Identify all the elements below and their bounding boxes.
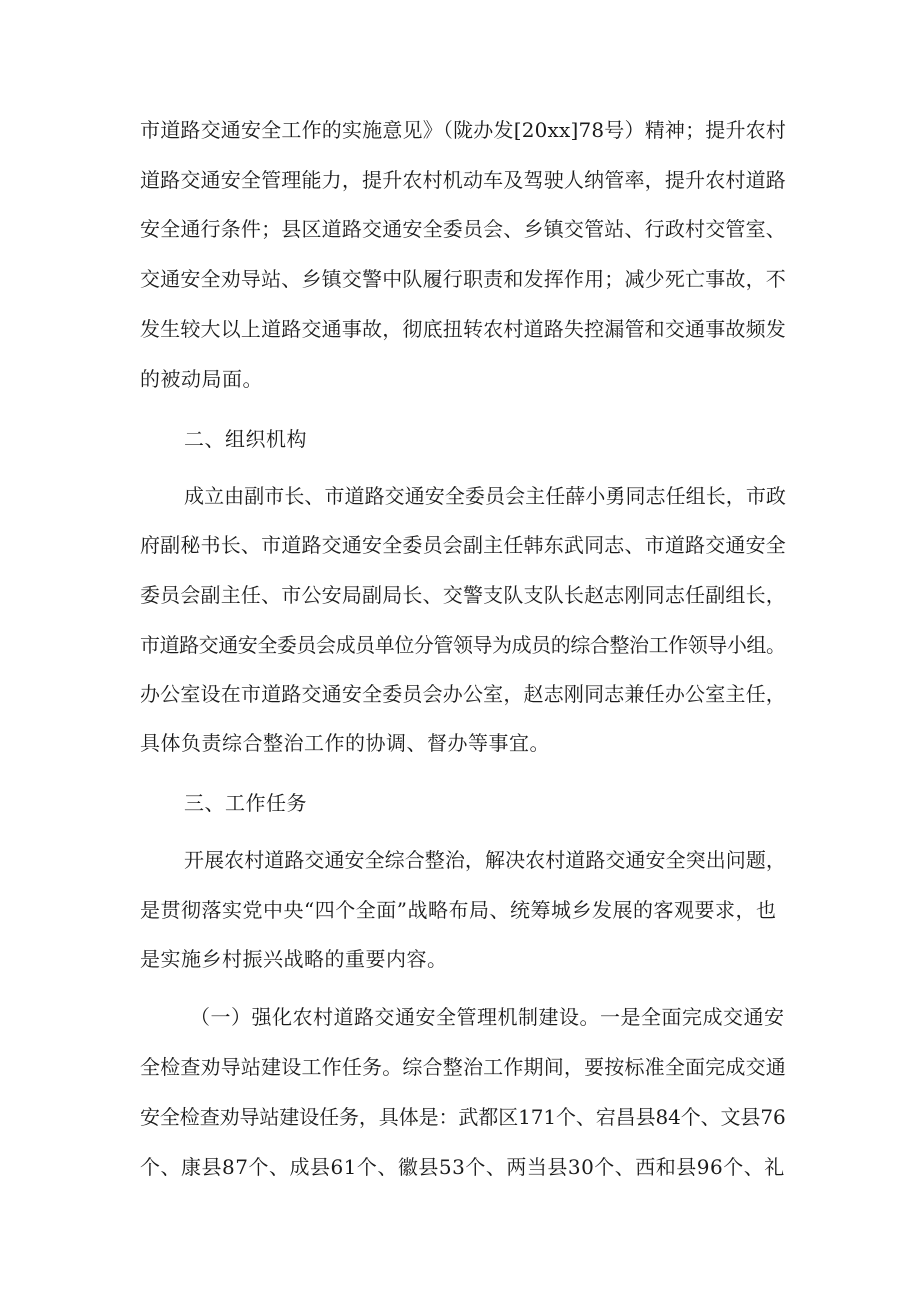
section-heading-tasks: 三、工作任务 <box>184 791 307 815</box>
paragraph-line: 全检查劝导站建设工作任务。综合整治工作期间，要按标准全面完成交通 <box>140 1055 786 1079</box>
paragraph-line: 市道路交通安全委员会成员单位分管领导为成员的综合整治工作领导小组。 <box>140 633 786 657</box>
paragraph-line: 安全检查劝导站建设任务，具体是：武都区171个、宕昌县84个、文县76 <box>140 1105 786 1129</box>
paragraph-line: 发生较大以上道路交通事故，彻底扭转农村道路失控漏管和交通事故频发 <box>140 317 786 341</box>
paragraph-line: 成立由副市长、市道路交通安全委员会主任薛小勇同志任组长，市政 <box>184 484 786 508</box>
paragraph-line: 是贯彻落实党中央“四个全面”战略布局、统筹城乡发展的客观要求，也 <box>140 898 777 922</box>
paragraph-line: 具体负责综合整治工作的协调、督办等事宜。 <box>140 731 550 755</box>
paragraph-line: 交通安全劝导站、乡镇交警中队履行职责和发挥作用；减少死亡事故，不 <box>140 267 786 291</box>
paragraph-line: 市道路交通安全工作的实施意见》（陇办发[20xx]78号）精神；提升农村 <box>140 118 787 142</box>
paragraph-line: （一）强化农村道路交通安全管理机制建设。一是全面完成交通安 <box>190 1005 785 1029</box>
paragraph-line: 的被动局面。 <box>140 367 263 391</box>
paragraph-line: 府副秘书长、市道路交通安全委员会副主任韩东武同志、市道路交通安全 <box>140 533 786 557</box>
paragraph-line: 道路交通安全管理能力，提升农村机动车及驾驶人纳管率，提升农村道路 <box>140 168 786 192</box>
paragraph-line: 开展农村道路交通安全综合整治，解决农村道路交通安全突出问题， <box>184 848 786 872</box>
paragraph-line: 委员会副主任、市公安局副局长、交警支队支队长赵志刚同志任副组长， <box>140 583 786 607</box>
paragraph-line: 是实施乡村振兴战略的重要内容。 <box>140 947 448 971</box>
paragraph-line: 个、康县87个、成县61个、徽县53个、两当县30个、西和县96个、礼 <box>140 1155 785 1179</box>
paragraph-line: 安全通行条件；县区道路交通安全委员会、乡镇交管站、行政村交管室、 <box>140 217 786 241</box>
paragraph-line: 办公室设在市道路交通安全委员会办公室，赵志刚同志兼任办公室主任， <box>140 682 786 706</box>
section-heading-organization: 二、组织机构 <box>184 427 307 451</box>
